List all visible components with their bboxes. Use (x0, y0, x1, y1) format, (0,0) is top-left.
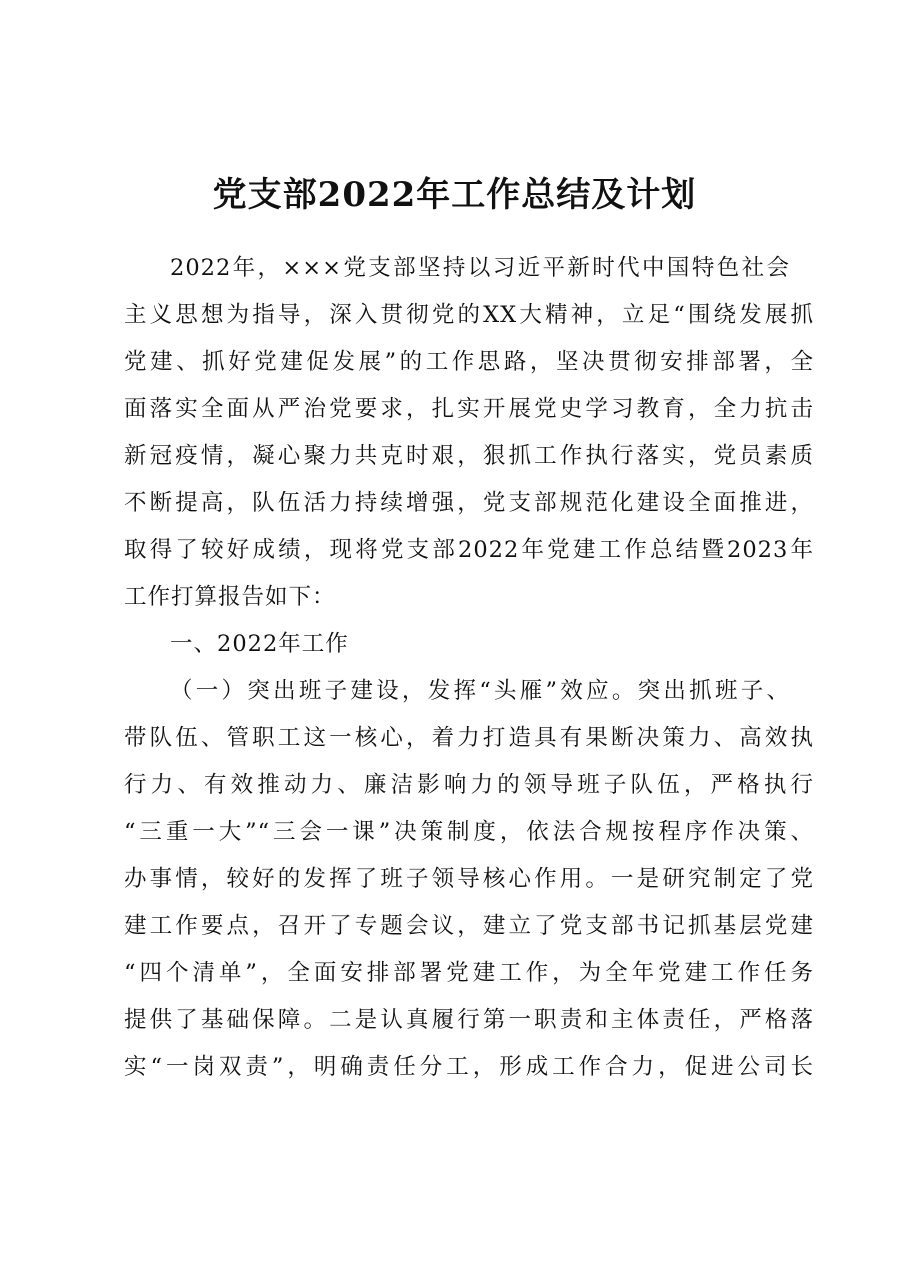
paragraph-line: 新冠疫情，凝心聚力共克时艰，狠抓工作执行落实，党员素质 (124, 443, 814, 469)
paragraph-line: 取得了较好成绩，现将党支部2022年党建工作总结暨2023年 (124, 537, 814, 563)
paragraph-line: 2022年，×××党支部坚持以习近平新时代中国特色社会 (170, 255, 790, 281)
paragraph-line: “四个清单”，全面安排部署党建工作，为全年党建工作任务 (124, 960, 814, 986)
paragraph-line: 党建、抓好党建促发展”的工作思路，坚决贯彻安排部署，全 (124, 349, 814, 375)
paragraph-line: 带队伍、管职工这一核心，着力打造具有果断决策力、高效执 (124, 725, 814, 751)
paragraph-line: 工作打算报告如下： (124, 584, 336, 610)
paragraph-line: 实“一岗双责”，明确责任分工，形成工作合力，促进公司长 (124, 1054, 814, 1080)
paragraph-line: 面落实全面从严治党要求，扎实开展党史学习教育，全力抗击 (124, 396, 814, 422)
document-title: 党支部2022年工作总结及计划 (212, 175, 697, 215)
paragraph-line: 提供了基础保障。二是认真履行第一职责和主体责任，严格落 (124, 1007, 814, 1033)
paragraph-line: （一）突出班子建设，发挥“头雁”效应。突出抓班子、 (170, 678, 790, 704)
paragraph-line: 办事情，较好的发挥了班子领导核心作用。一是研究制定了党 (124, 866, 814, 892)
paragraph-line: 建工作要点，召开了专题会议，建立了党支部书记抓基层党建 (124, 913, 814, 939)
paragraph-line: 不断提高，队伍活力持续增强，党支部规范化建设全面推进， (124, 490, 814, 516)
paragraph-line: “三重一大”“三会一课”决策制度，依法合规按程序作决策、 (124, 819, 814, 845)
paragraph-line: 行力、有效推动力、廉洁影响力的领导班子队伍，严格执行 (124, 772, 814, 798)
paragraph-line: 主义思想为指导，深入贯彻党的XX大精神，立足“围绕发展抓 (124, 302, 814, 328)
section-heading: 一、2022年工作 (170, 631, 349, 657)
